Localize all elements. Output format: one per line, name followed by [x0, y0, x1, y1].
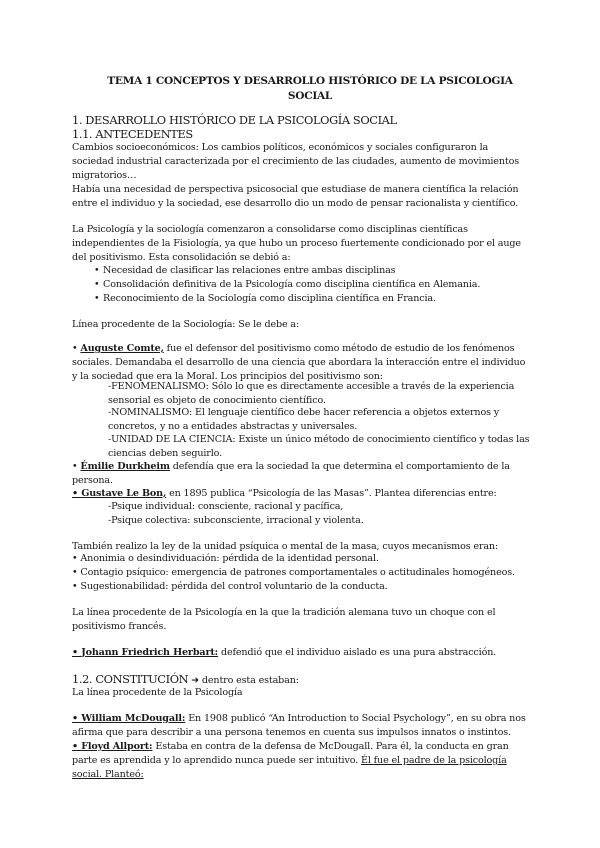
- paragraph-psychosocial-need: Había una necesidad de perspectiva psicosocial que estudiase de manera científica la relación entre el individuo y la sociedad, ese desarrollo dio un modo de pensar racionalista y científico.: [72, 184, 519, 210]
- author-name: • Floyd Allport:: [72, 741, 153, 752]
- section-heading: 1. DESARROLLO HISTÓRICO DE LA PSICOLOGÍA SOCIAL: [72, 113, 397, 127]
- paragraph-consolidation: La Psicología y la sociología comenzaron a consolidarse como disciplinas científicas independientes de la Fisiología, ya que hubo un proceso fuertemente condicionado por el auge del positivismo. Esta consolidación se debió a:: [72, 224, 521, 264]
- paragraph-psicologia-line: La línea procedente de la Psicología: [72, 687, 243, 698]
- positivism-principle: -UNIDAD DE LA CIENCIA: Existe un único método de conocimiento científico y todas las ciencias deben seguirlo.: [108, 434, 530, 460]
- author-text: fue el defensor del positivismo como método de estudio de los fenómenos sociales. Demandaba el desarrollo de una ciencia que abordara la interacción entre el individuo y la sociedad que era la Moral. Los principios del positivismo son:: [72, 343, 526, 383]
- paragraph-socioeconomic: Cambios socioeconómicos: Los cambios políticos, económicos y sociales configuraron la sociedad industrial caracterizada por el crecimiento de las ciudades, aumento de movimientos migratorios…: [72, 142, 519, 182]
- author-text: defendió que el individuo aislado es una pura abstracción.: [218, 647, 497, 658]
- list-item: • Consolidación definitiva de la Psicología como disciplina científica en Alemania.: [103, 278, 503, 292]
- heading-suffix: ➜ dentro esta estaban:: [188, 675, 299, 686]
- positivism-principle: -FENOMENALISMO: Sólo lo que es directamente accesible a través de la experiencia sensorial es objeto de conocimiento científico.: [108, 381, 515, 407]
- paragraph-comte: • Auguste Comte, fue el defensor del positivismo como método de estudio de los fenómenos sociales. Demandaba el desarrollo de una ciencia que abordara la interacción entre el individuo y la sociedad que era la Moral. Los principios del positivismo son:: [72, 343, 526, 383]
- author-text: En 1908 publicó “An Introduction to Social Psychology”, en su obra nos afirma que para describir a una persona tenemos en cuenta sus impulsos innatos o instintos.: [72, 713, 526, 739]
- positivism-principle: -NOMINALISMO: El lenguaje científico debe hacer referencia a objetos externos y concretos, y no a entidades abstractas y universales.: [108, 407, 500, 433]
- subsection-heading: 1.1. ANTECEDENTES: [72, 127, 193, 141]
- psique-item: -Psique individual: consciente, racional y pacífica,: [108, 501, 344, 512]
- author-text: en 1895 publica “Psicología de las Masas”. Plantea diferencias entre:: [166, 488, 497, 499]
- author-name: • Johann Friedrich Herbart:: [72, 647, 219, 658]
- paragraph-durkheim: • Émilie Durkheim defendía que era la sociedad la que determina el comportamiento de la persona.: [72, 461, 510, 487]
- author-name: • William McDougall:: [72, 713, 186, 724]
- document-title: TEMA 1 CONCEPTOS Y DESARROLLO HISTÓRICO DE LA PSICOLOGIA SOCIAL: [107, 75, 513, 102]
- list-item: • Reconocimiento de la Sociología como disciplina científica en Francia.: [103, 292, 503, 306]
- paragraph-sociologia-line: Línea procedente de la Sociología: Se le debe a:: [72, 319, 300, 330]
- paragraph-herbart: [72, 646, 530, 660]
- author-text: Estaba en contra de la defensa de McDougall. Para él, la conducta en gran parte es aprendida y lo aprendido nunca puede ser intuitivo.: [72, 741, 509, 767]
- paragraph-mcdougall: [72, 712, 530, 740]
- author-highlight: Él fue el padre de la psicología social. Planteó:: [72, 755, 507, 781]
- list-item: • Contagio psíquico: emergencia de patrones comportamentales o actitudinales homogéneos.: [72, 567, 515, 578]
- paragraph-ley-unidad: También realizo la ley de la unidad psíquica o mental de la masa, cuyos mecanismos eran:: [72, 541, 499, 552]
- paragraph-psicologia-line: La línea procedente de la Psicología en la que la tradición alemana tuvo un choque con el positivismo francés.: [72, 607, 496, 633]
- list-item: • Sugestionabilidad: pérdida del control voluntario de la conducta.: [72, 581, 388, 592]
- author-name: Auguste Comte,: [80, 343, 164, 354]
- paragraph-allport: [72, 740, 530, 783]
- author-name: • Gustave Le Bon,: [72, 488, 167, 499]
- list-item: • Necesidad de clasificar las relaciones entre ambas disciplinas: [103, 264, 503, 278]
- list-item: • Anonimia o desindividuación: pérdida de la identidad personal.: [72, 553, 379, 564]
- psique-item: -Psique colectiva: subconsciente, irracional y violenta.: [108, 515, 364, 526]
- subsection-heading: 1.2. CONSTITUCIÓN: [72, 672, 189, 686]
- author-name: Émilie Durkheim: [80, 461, 170, 472]
- author-text: defendía que era la sociedad la que determina el comportamiento de la persona.: [72, 461, 510, 487]
